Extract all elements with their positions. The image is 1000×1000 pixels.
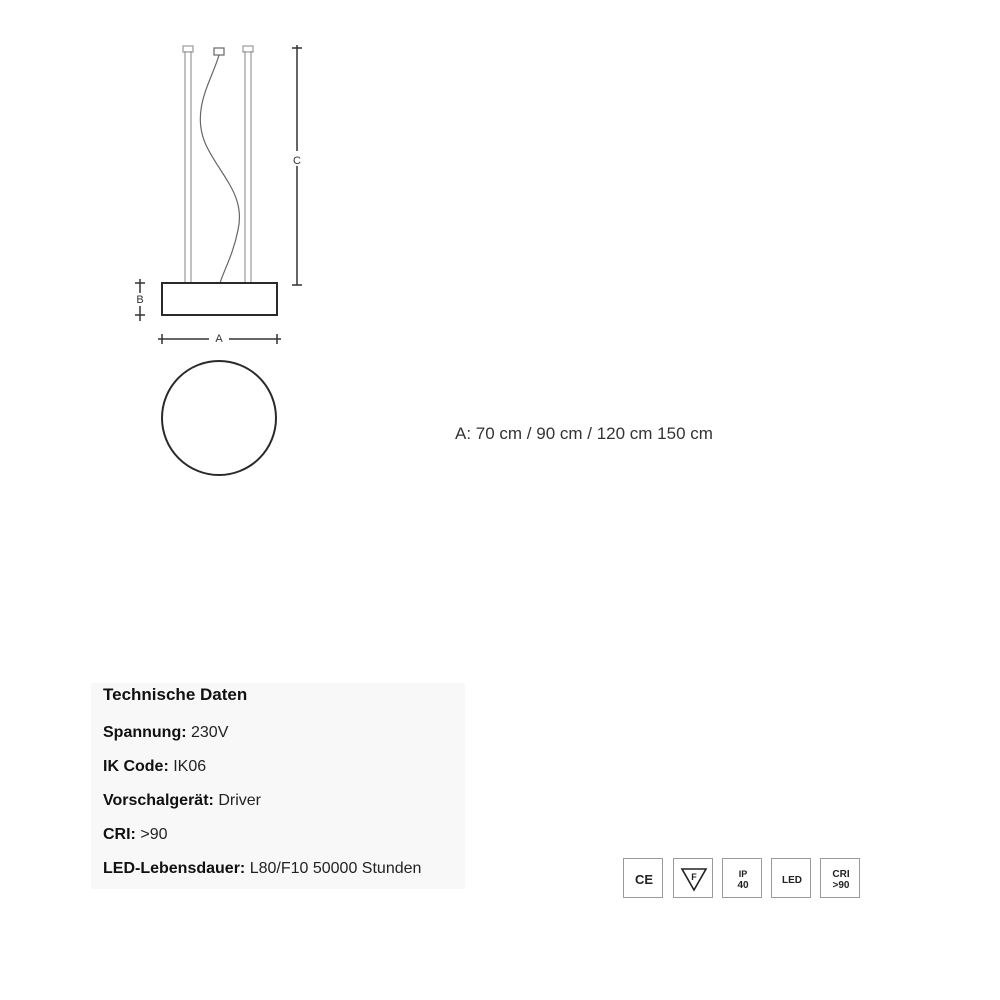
ce-mark-text: CE xyxy=(634,872,654,887)
ip-rating-label: IP xyxy=(738,869,748,879)
f-mark-text: F xyxy=(691,872,697,882)
spec-value: L80/F10 50000 Stunden xyxy=(249,860,422,877)
spec-key: CRI: xyxy=(103,826,136,843)
f-mark-icon xyxy=(673,858,713,898)
technical-data-panel xyxy=(91,683,465,889)
ip-rating-icon xyxy=(722,858,762,898)
spec-row-ik-code xyxy=(103,758,206,776)
spec-value: Driver xyxy=(218,792,261,809)
technical-data-title: Technische Daten xyxy=(103,685,248,704)
spec-row-cri xyxy=(103,826,167,844)
spec-key: Spannung: xyxy=(103,724,187,741)
dimensions-text: A: 70 cm / 90 cm / 120 cm 150 cm xyxy=(455,424,713,443)
spec-value: >90 xyxy=(140,826,168,843)
spec-key: IK Code: xyxy=(103,758,169,775)
lamp-top-view xyxy=(162,361,276,475)
spec-key: Vorschalgerät: xyxy=(103,792,214,809)
power-cord xyxy=(200,55,239,283)
spec-row-voltage xyxy=(103,724,228,742)
led-icon xyxy=(771,858,811,898)
ip-rating-value: 40 xyxy=(737,880,749,891)
spec-value: 230V xyxy=(191,724,229,741)
dimension-b-label: B xyxy=(136,294,144,306)
spec-row-led-lifetime xyxy=(103,860,421,878)
led-text: LED xyxy=(782,875,802,886)
cri-label: CRI xyxy=(832,869,850,880)
ceiling-canopy xyxy=(214,48,224,55)
spec-row-driver xyxy=(103,792,261,810)
dimension-c-label: C xyxy=(293,155,301,167)
pendant-lamp-technical-drawing xyxy=(120,35,310,485)
cri-value: >90 xyxy=(832,880,850,891)
lamp-body-side-view xyxy=(162,283,277,315)
cri-icon xyxy=(820,858,860,898)
ce-mark-icon xyxy=(623,858,663,898)
spec-value: IK06 xyxy=(173,758,207,775)
dimension-a-label: A xyxy=(215,333,223,345)
spec-key: LED-Lebensdauer: xyxy=(103,860,246,877)
